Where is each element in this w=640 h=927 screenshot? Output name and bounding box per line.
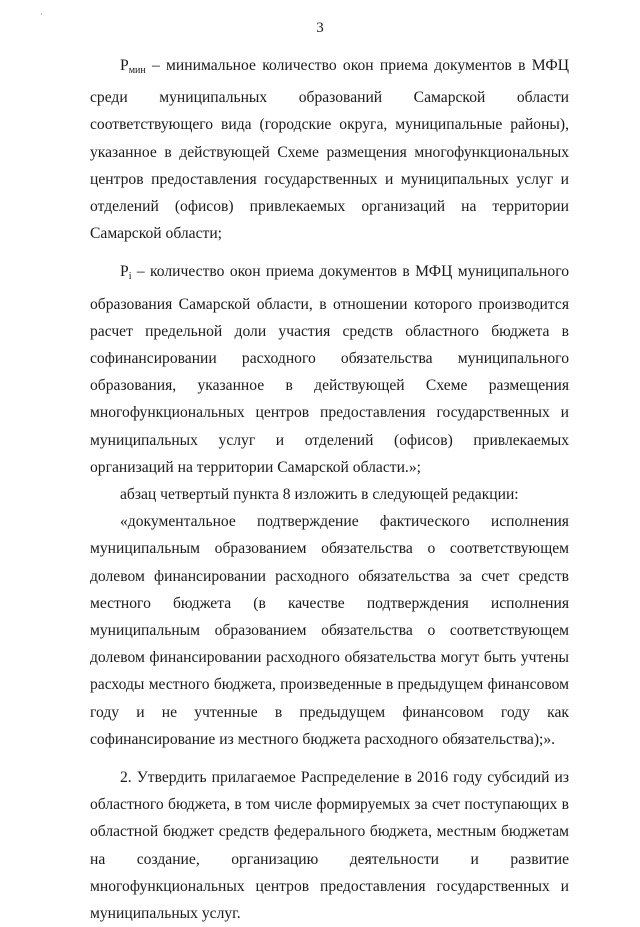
page-number: 3 (316, 20, 324, 36)
scan-mark: · (40, 10, 43, 19)
paragraph-text: – количество окон приема документов в МФЦ муниципального образования Самарской области, в отношении которого производится расчет предельной доли участия средств областного бюджета в софинансировании расходного обязательства муниципального образования, указанное в действующей Схеме размещения многофункциональных центров предоставления государственных и муниципальных услуг и отделений (офисов) привлекаемых организаций на территории Самарской области.»; (90, 263, 569, 476)
paragraph-text: – минимальное количество окон приема документов в МФЦ среди муниципальных образований Самарской области соответствующего вида (городские округа, муниципальные районы), указанное в действующей Схеме размещения многофункциональных центров предоставления государственных и муниципальных услуг и отделений (офисов) привлекаемых организаций на территории Самарской области; (90, 57, 569, 243)
paragraph-amendment-text: «документальное подтверждение фактического исполнения муниципальным образованием обязательства о соответствующем долевом финансировании расходного обязательства за счет средств местного бюджета (в качестве подтверждения исполнения муниципальным образованием обязательства о соответствующем долевом финансировании расходного обязательства могут быть учтены расходы местного бюджета, произведенные в предыдущем финансовом году и не учтенные в предыдущем финансовом году как софинансирование из местного бюджета расходного обязательства);». (90, 513, 569, 748)
formula-symbol: Р (120, 57, 129, 74)
formula-subscript: мин (128, 65, 146, 76)
formula-symbol: Р (120, 263, 129, 281)
paragraph-item-2: 2. Утвердить прилагаемое Распределение в 2016 году субсидий из областного бюджета, в том числе формируемых за счет поступающих в областной бюджет средств федерального бюджета, местным бюджетам на создание, организацию деятельности и развитие многофункциональных центров предоставления государственных и муниципальных услуг. (90, 769, 569, 923)
paragraph-p-min-definition (90, 52, 569, 247)
document-body (90, 52, 569, 927)
formula-subscript: i (128, 271, 132, 283)
paragraph-amendment-intro: абзац четвертый пункта 8 изложить в следующей редакции: (120, 486, 519, 504)
paragraph-p-i-definition (90, 258, 569, 481)
